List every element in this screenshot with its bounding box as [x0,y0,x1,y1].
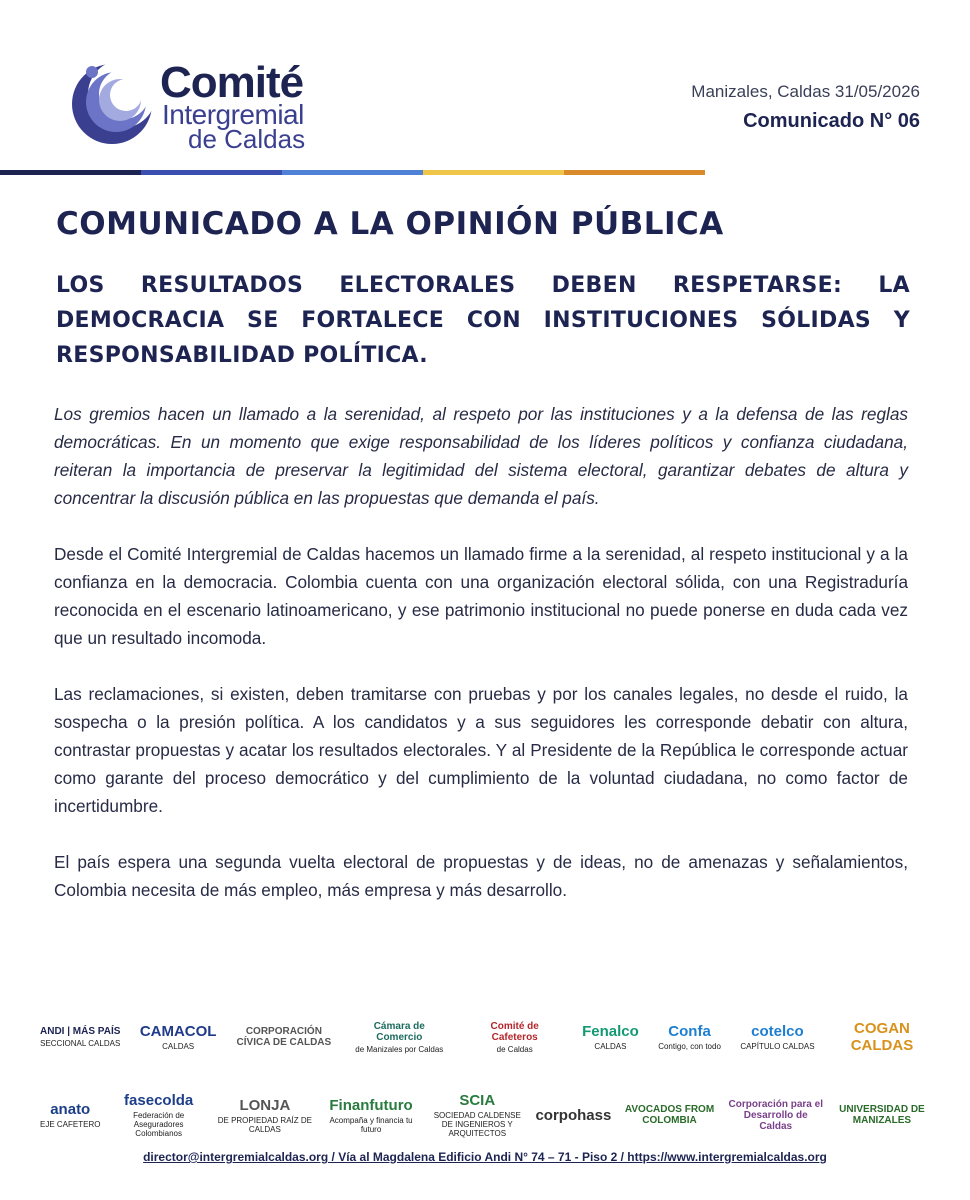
member-logo-name: fasecolda [124,1092,194,1109]
member-logo [429,1092,525,1138]
member-logo-tagline: Acompaña y financia tu futuro [329,1115,413,1134]
member-logo-name: LONJA [239,1096,291,1114]
member-logo [236,1026,332,1048]
rule-segment [141,170,282,175]
paragraph: Desde el Comité Intergremial de Caldas hacemos un llamado firme a la serenidad, al respeto institucional y a la confianza en la democracia. Colombia cuenta con una organización electoral sólida, con una Registraduría reconocida en el escenario latinoamericano, y ese patrimonio institucional no puede ponerse en duda cada vez que un resultado incomoda. [54,544,908,648]
rule-segment [0,170,141,175]
member-logo-name: cotelco [751,1023,804,1040]
place-date: Manizales, Caldas 31/05/2026 [691,82,920,101]
header-color-rule [0,170,705,175]
member-logo [467,1021,563,1054]
member-logo-name: Confa [668,1023,711,1040]
rule-segment [282,170,423,175]
member-logo [535,1107,611,1124]
member-logo-name: Cámara de Comercio [373,1020,425,1043]
member-logo-name: AVOCADOS FROM COLOMBIA [624,1104,715,1126]
member-logo-name: Finanfuturo [329,1096,413,1114]
member-logo-name: Comité de Cafeteros [490,1020,539,1043]
member-logo-tagline: de Caldas [496,1044,533,1054]
header-meta [691,82,920,133]
logos-row-1 [40,1005,930,1069]
document-subtitle: LOS RESULTADOS ELECTORALES DEBEN RESPETARSE: LA DEMOCRACIA SE FORTALECE CON INSTITUCIONES SÓLIDAS Y RESPONSABILIDAD POLÍTICA. [56,273,910,368]
member-logo-name: ANDI | MÁS PAÍS [40,1026,121,1037]
member-logo [740,1023,814,1051]
member-logo-tagline: DE PROPIEDAD RAÍZ DE CALDAS [217,1115,312,1134]
document-body [54,400,908,932]
member-logo-name: CAMACOL [139,1023,217,1040]
member-logo [622,1104,718,1126]
member-logo-name: UNIVERSIDAD DE MANIZALES [839,1104,925,1126]
comite-logo [70,58,330,154]
member-logo [323,1097,419,1134]
member-logo [140,1023,217,1051]
footer-contact[interactable]: director@intergremialcaldas.org / Vía al Magdalena Edificio Andi N° 74 – 71 - Piso 2 / https://www.intergremialcaldas.org [143,1150,827,1164]
member-logo-tagline: Federación de Aseguradores Colombianos [133,1111,185,1138]
member-logo-name: SCIA [459,1092,496,1109]
member-logo-tagline: CALDAS [162,1042,195,1051]
member-logos [40,1005,930,1161]
paragraph-intro: Los gremios hacen un llamado a la serenidad, al respeto por las instituciones y a la defensa de las reglas democráticas. En un momento que exige responsabilidad de los líderes políticos y confianza ciudadana, reiteran la importancia de preservar la legitimidad del sistema electoral, garantizar debates de altura y concentrar la discusión pública en las propuestas que demanda el país. [54,404,908,508]
logo-text-comite: Comité [160,58,304,107]
member-logo-tagline: CAPÍTULO CALDAS [740,1042,815,1051]
member-logo-tagline: SECCIONAL CALDAS [40,1039,121,1048]
member-logo [658,1023,721,1051]
member-logo [217,1097,313,1134]
member-logo [582,1023,639,1051]
paragraph: Las reclamaciones, si existen, deben tramitarse con pruebas y por los canales legales, no desde el ruido, la sospecha o la presión política. A los candidatos y a sus seguidores les corresponde debatir con altura, contrastar propuestas y acatar los resultados electorales. Y al Presidente de la República le corresponde actuar como garante del proceso democrático y del cumplimiento de la voluntad ciudadana, no como factor de incertidumbre. [54,684,908,816]
member-logo-name: corpohass [535,1106,612,1124]
member-logo-name: anato [50,1101,91,1118]
member-logo [40,1101,100,1129]
member-logo [351,1021,447,1054]
comunicado-number: Comunicado N° 06 [743,110,920,132]
member-logo-name: Corporación para el Desarrollo de Caldas [728,1098,823,1132]
logo-text-de-caldas: de Caldas [188,124,306,154]
member-logo-tagline: Contigo, con todo [658,1042,721,1051]
member-logo [834,1020,930,1054]
member-logo-name: COGAN CALDAS [850,1020,914,1054]
document-title: COMUNICADO A LA OPINIÓN PÚBLICA [56,206,724,242]
member-logo-tagline: de Manizales por Caldas [355,1044,444,1054]
rule-segment [564,170,705,175]
member-logo [111,1092,207,1138]
member-logo [834,1104,930,1126]
rule-segment [423,170,564,175]
logo-text-intergremial: Intergremial [162,99,304,130]
member-logo-name: CORPORACIÓN CÍVICA DE CALDAS [236,1026,332,1048]
moon-logo-icon [70,62,160,152]
member-logo-tagline: CALDAS [594,1042,627,1051]
member-logo [728,1099,824,1132]
member-logo-tagline: EJE CAFETERO [40,1120,101,1129]
member-logo [40,1026,120,1048]
member-logo-name: Fenalco [582,1023,639,1040]
paragraph: El país espera una segunda vuelta electoral de propuestas y de ideas, no de amenazas y señalamientos, Colombia necesita de más empleo, más empresa y más desarrollo. [54,852,908,900]
logos-row-2 [40,1083,930,1147]
member-logo-tagline: SOCIEDAD CALDENSE DE INGENIEROS Y ARQUITECTOS [433,1111,521,1138]
